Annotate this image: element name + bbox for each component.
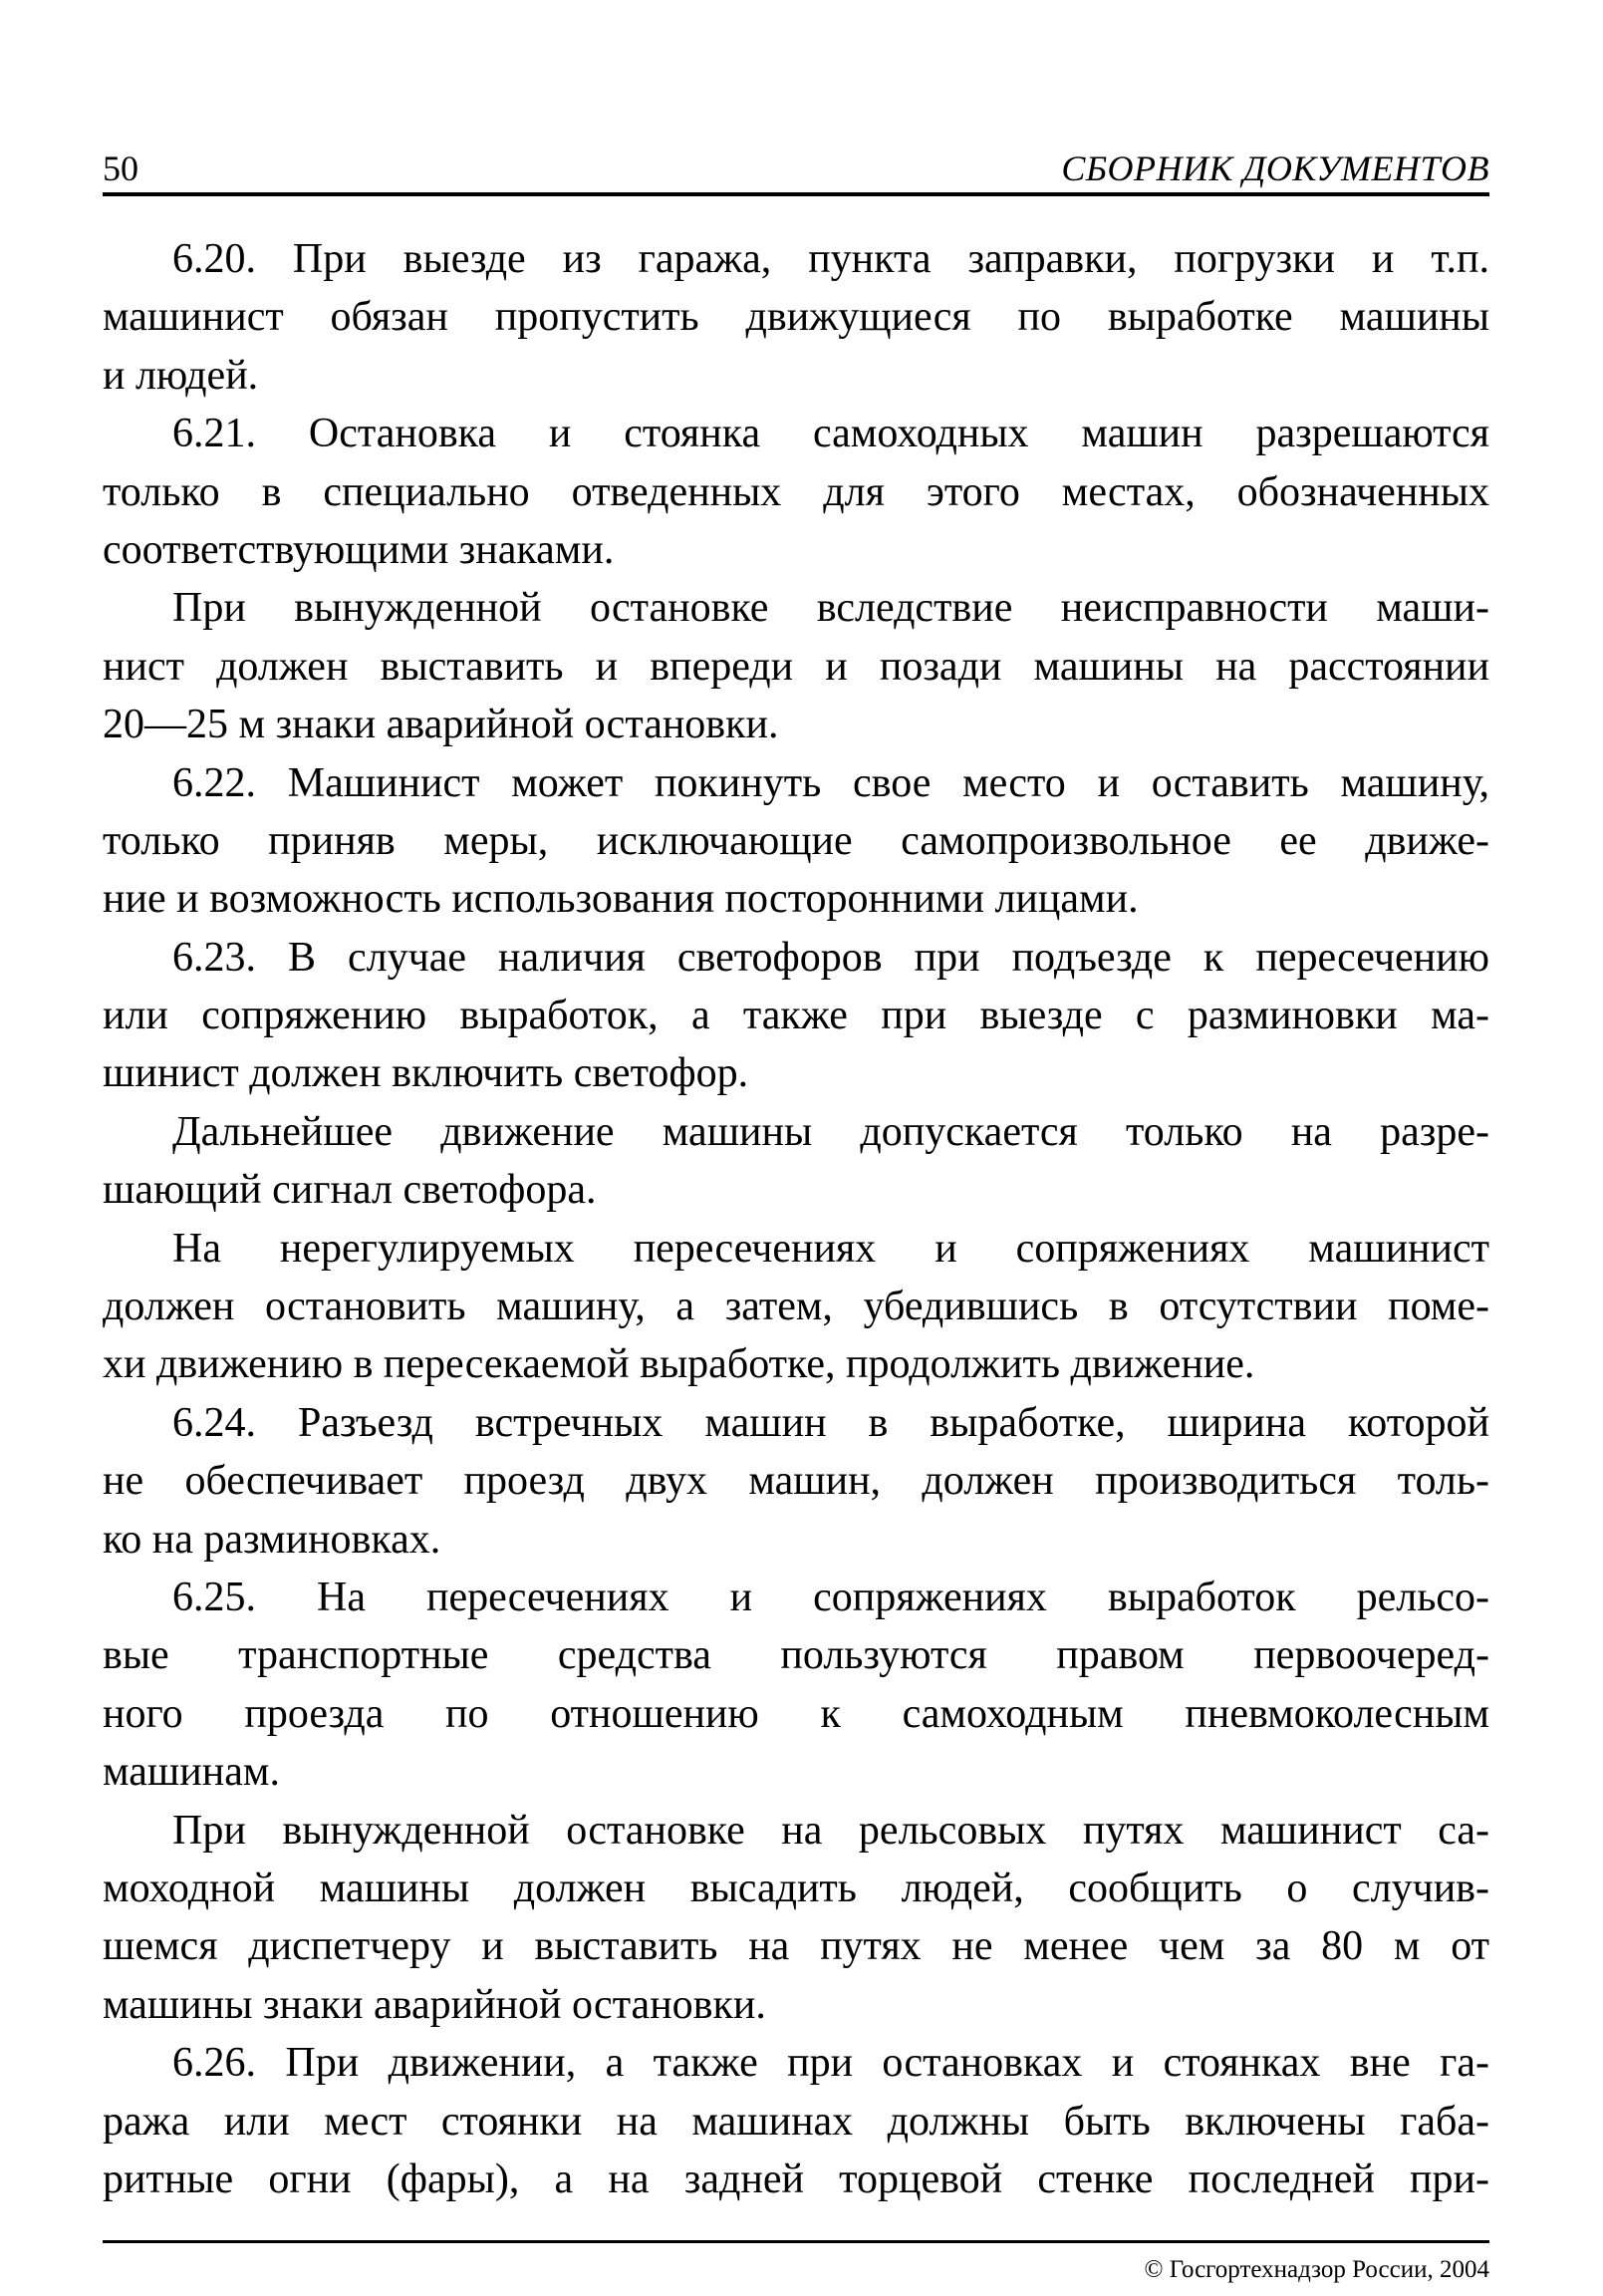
text-line: или сопряжению выработок, а также при выезде с разминовки ма- [103,993,1489,1039]
text-line: 6.20. При выезде из гаража, пункта заправки, погрузки и т.п. [172,236,1489,282]
text-line: ража или мест стоянки на машинах должны быть включены габа- [103,2098,1489,2145]
text-line: машинам. [103,1749,280,1796]
paragraph [103,2034,1489,2208]
text-line: 6.25. На пересечениях и сопряжениях выработок рельсо- [172,1574,1489,1620]
paragraph [103,929,1489,1103]
footer-rule [103,2240,1489,2243]
text-line: соответствующими знаками. [103,526,615,573]
text-line: вые транспортные средства пользуются правом первоочеред- [103,1632,1489,1679]
paragraph [103,1394,1489,1569]
text-line: ние и возможность использования посторонними лицами. [103,876,1139,923]
text-line: нист должен выставить и впереди и позади машины на расстоянии [103,643,1489,690]
text-line: шающий сигнал светофора. [103,1167,597,1214]
text-line: моходной машины должен высадить людей, сообщить о случив- [103,1865,1489,1911]
text-line: только в специально отведенных для этого местах, обозначенных [103,468,1489,515]
text-line: На нерегулируемых пересечениях и сопряжениях машинист [172,1225,1489,1272]
text-line: шемся диспетчеру и выставить на путях не менее чем за 80 м от [103,1923,1489,1970]
text-line: шинист должен включить светофор. [103,1050,749,1097]
text-line: 6.24. Разъезд встречных машин в выработке, ширина которой [172,1399,1489,1446]
paragraph [103,1220,1489,1394]
text-line: хи движению в пересекаемой выработке, продолжить движение. [103,1341,1255,1388]
text-line: 6.21. Остановка и стоянка самоходных машин разрешаются [172,411,1489,457]
footer-copyright: © Госгортехнадзор России, 2004 [1144,2256,1489,2283]
text-line: Дальнейшее движение машины допускается только на разре- [172,1108,1489,1155]
text-line: ного проезда по отношению к самоходным пневмоколесным [103,1690,1489,1737]
text-line: 20—25 м знаки аварийной остановки. [103,702,779,748]
text-line: 6.22. Машинист может покинуть свое место и оставить машину, [172,759,1489,806]
text-line: При вынужденной остановке вследствие неисправности маши- [172,585,1489,632]
text-line: ко на разминовках. [103,1516,441,1563]
text-line: и людей. [103,352,259,399]
paragraph [103,405,1489,579]
header-rule [103,192,1489,196]
paragraph [103,1569,1489,1802]
running-header [103,147,1489,193]
paragraph [103,1103,1489,1220]
paragraph [103,579,1489,753]
paragraph [103,1802,1489,2035]
text-line: 6.23. В случае наличия светофоров при подъезде к пересечению [172,934,1489,981]
document-body [103,230,1489,2208]
text-line: не обеспечивает проезд двух машин, должен производиться толь- [103,1458,1489,1505]
running-title: СБОРНИК ДОКУМЕНТОВ [1061,148,1489,188]
text-line: машинист обязан пропустить движущиеся по выработке машины [103,294,1489,341]
page-number: 50 [103,148,138,188]
text-line: 6.26. При движении, а также при остановках и стоянках вне га- [172,2040,1489,2087]
text-line: только приняв меры, исключающие самопроизвольное ее движе- [103,817,1489,864]
text-line: должен остановить машину, а затем, убедившись в отсутствии поме- [103,1284,1489,1330]
text-line: При вынужденной остановке на рельсовых путях машинист са- [172,1807,1489,1854]
text-line: машины знаки аварийной остановки. [103,1981,766,2028]
paragraph [103,230,1489,405]
text-line: ритные огни (фары), а на задней торцевой стенке последней при- [103,2155,1489,2202]
paragraph [103,754,1489,929]
